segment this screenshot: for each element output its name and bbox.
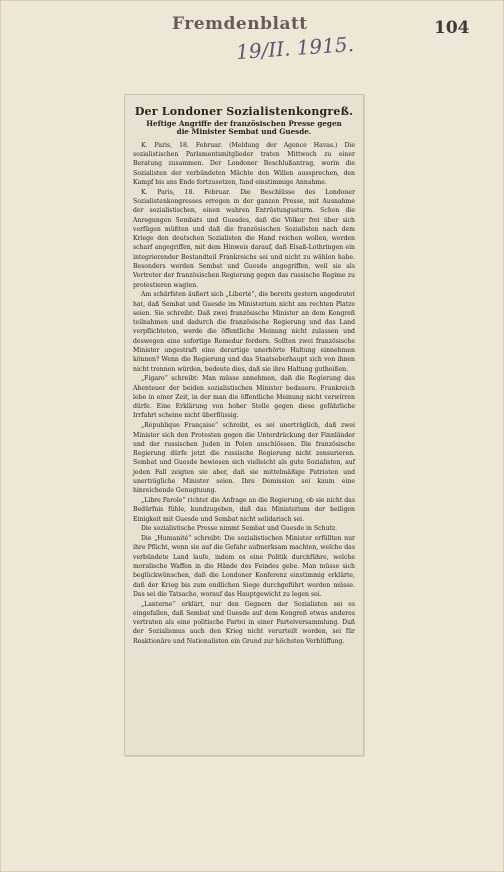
- article-paragraph: K. Paris, 18. Februar. Die Beschlüsse des Londoner Sozialistenkongresses erregen in der ganzen Presse, mit Ausnahme der sozialistischen, einen wahren Entrüstungssturm. Schon die Anregungen Sembats und Guesdes, daß die Völker frei über sich verfügen müßten und daß die französischen Sozialisten nach dem Kriege den deutschen Sozialisten die Hand reichen wollen, werden scharf angegriffen, mit dem Hinweis darauf, daß Elsaß-Lothringen ein integrierender Bestandteil Frankreichs sei und nicht zu wählen habe. Besonders werden Sembat und Guesde angegriffen, weil sie als Vertreter der französischen Regierung gegen das russische Regime zu protestieren wagten.: [133, 188, 355, 289]
- article-paragraph: Am schärfsten äußert sich „Liberté“, die bereits gestern angedeutet hat, daß Sembat und Guesde im Ministerium nicht am rechten Platze seien. Sie schreibt: Daß zwei französische Minister an dem Kongreß teilnahmen und dadurch die französische Regierung und das Land verpflichteten, werde die öffentliche Meinung nicht zulassen und deswegen eine sofortige Remedur fordern. Sollten zwei französische Minister ungestraft eine derartige unerhörte Haltung einnehmen können? Wenn die Regierung und das Staatsoberhaupt sich von ihnen nicht trennen würden, bedeute dies, daß sie ihre Haltung gutheißen.: [133, 291, 355, 373]
- article-headline: Der Londoner Sozialistenkongreß.: [134, 105, 354, 118]
- article-subheadline: Heftige Angriffe der französischen Presse gegen die Minister Sembat und Guesde.: [146, 119, 342, 137]
- newspaper-name: Fremdenblatt: [172, 14, 308, 34]
- article-paragraph: „Figaro“ schreibt: Man müsse annehmen, daß die Regierung das Abenteuer der beiden sozialistischen Minister bedauere. Frankreich lebe in einer Zeit, in der man die öffentliche Meinung nicht verwirren dürfe. Eine Erklärung von hoher Stelle gegen diese gefährliche Irrfahrt scheine nicht überflüssig.: [133, 375, 355, 420]
- newspaper-clipping: [124, 94, 364, 756]
- article-paragraph: „République Française“ schreibt, es sei unerträglich, daß zwei Minister sich den Protesten gegen die Unterdrückung der Finnländer und der russischen Juden in Polen anschlössen. Die französische Regierung dürfe jetzt die russische Regierung nicht zensurieren. Sembat und Guesde bewiesen sich vielleicht als gute Sozialisten, auf jeden Fall zeigten sie aber, daß sie mittelmäßige Patrioten und unerträgliche Minister seien. Ihre Demission sei kaum eine hinreichende Genugtuung.: [133, 422, 355, 495]
- handwritten-date: 19/II. 1915.: [235, 31, 355, 65]
- article-paragraph: „Lanterne“ erklärt, nur den Gegnern der Sozialisten sei es eingefallen, daß Sembat und Guesde auf dem Kongreß etwas anderes vertraten als eine politische Partei in einer Parteiversammlung. Daß der Sozialismus auch den Krieg nicht verurteilt worden, sei für Reaktionäre und Nationalisten ein Grund zur höchsten Verblüffung.: [133, 600, 355, 645]
- page-number: 104: [434, 18, 470, 38]
- article-paragraph: K. Paris, 18. Februar. (Meldung der Agence Havas.) Die sozialistischen Parlamentsmitglieder traten Mittwoch zu einer Beratung zusammen. Der Londoner Beschlußantrag, worin die Sozialisten der verbündeten Mächte den Willen aussprechen, den Kampf bis ans Ende fortzusetzen, fand einstimmige Annahme.: [133, 141, 355, 186]
- article-paragraph: „Libre Parole“ richtet die Anfrage an die Regierung, ob sie nicht das Bedürfnis fühle, kundzugeben, daß das Ministerium der heiligen Einigkeit mit Guesde und Sembat nicht solidarisch sei.: [133, 497, 355, 523]
- article-paragraph: Die sozialistische Presse nimmt Sembat und Guesde in Schutz.: [141, 525, 338, 533]
- article-paragraph: Die „Humanité“ schreibt: Die sozialistischen Minister erfüllten nur ihre Pflicht, wenn sie auf die Gefahr aufmerksam machten, welche das verbündete Land laufe, indem es eine Politik durchführe, welche moralische Waffen in die Hände des Feindes gebe. Man müsse sich beglückwünschen, daß die Londoner Konferenz einstimmig erklärte, daß der Krieg bis zum endlichen Siege durchgeführt werden müsse. Das sei die Tatsache, worauf das Hauptgewicht zu legen sei.: [133, 535, 355, 598]
